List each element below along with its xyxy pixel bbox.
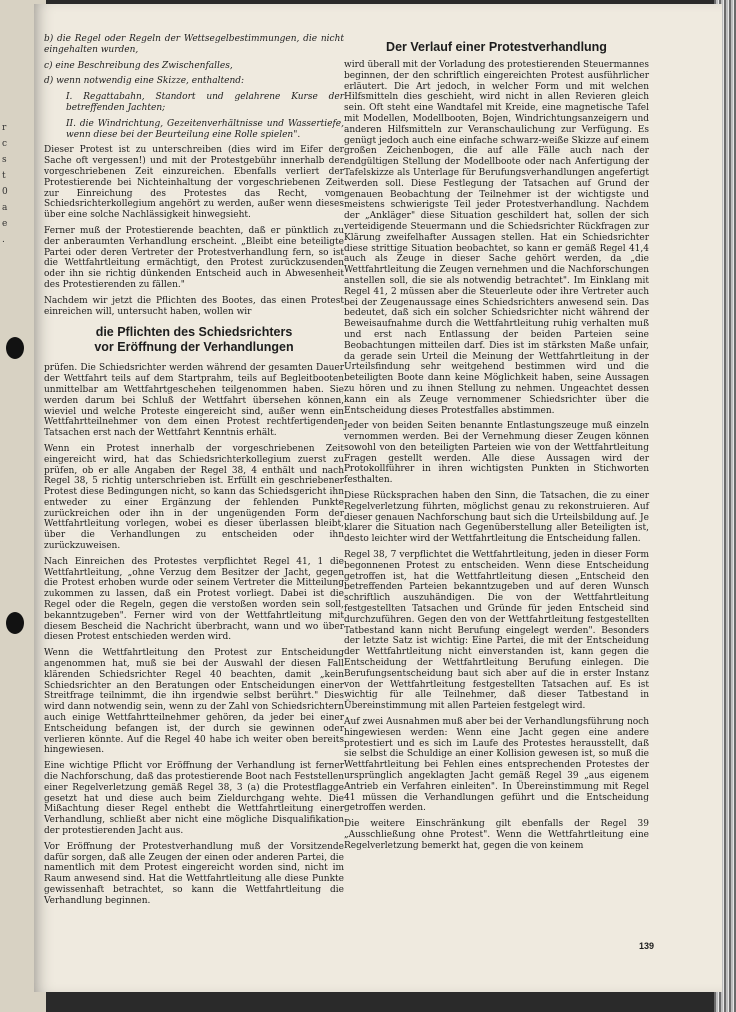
paragraph: Auf zwei Ausnahmen muß aber bei der Verhandlungsführung noch hingewiesen werden: Wenn eine Jacht gegen eine andere protestiert und es sich im Laufe des Protestes herausstellt, daß sie selbst die Schuldige an einer Kollision gewesen ist, so muß die Wettfahrtleitung bei Fehlen eines entsprechenden Protestes der ursprünglich angeklagten Jacht gemäß Regel 39 „aus eigenem Antrieb ein Verfahren einleiten". In Übereinstimmung mit Regel 41 müssen die Verhandlungen geführt und die Entscheidung getroffen werden. [344, 717, 649, 814]
facing-page-letters: r c s t 0 a e . [2, 123, 8, 245]
punch-hole-upper [6, 337, 24, 359]
paragraph: Wenn die Wettfahrtleitung den Protest zur Entscheidung angenommen hat, muß sie bei der Auswahl der diesen Fall klärenden Schiedsrichter Regel 40 beachten, damit „kein Schiedsrichter an den Beratungen oder Entscheidungen einer Streitfrage teilnimmt, die ihn irgendwie selbst berührt." Dies wird dann notwendig sein, wenn zu der Zahl von Schiedsrichtern auch einige Wettfahrtteilnehmer gehören, da jeder bei einer Entscheidung befangen ist, der durch sie gewinnen oder verlieren könnte. Auf die Regel 40 habe ich weiter oben bereits hingewiesen. [44, 648, 344, 756]
paragraph: Jeder von beiden Seiten benannte Entlastungszeuge muß einzeln vernommen werden. Bei der Vernehmung dieser Zeugen können sowohl von den beteiligten Parteien wie von der Wettfahrtleitung Fragen gestellt werden. Alle diese Aussagen wird der Protokollführer in ihren wichtigsten Punkten in Stichworten festhalten. [344, 421, 649, 486]
paragraph: Wenn ein Protest innerhalb der vorgeschriebenen Zeit eingereicht wird, hat das Schiedsrichterkollegium zuerst zu prüfen, ob er alle Angaben der Regel 38, 4 enthält und nach Regel 38, 5 richtig unterschrieben ist. Erfüllt ein geschriebener Protest diese Bedingungen nicht, so kann das Schiedsgericht ihn entweder zu einer Ergänzung der fehlenden Punkte zurückreichen oder ihn in der ungenügenden Form der Wettfahrtleitung vorlegen, wobei es dieser überlassen bleibt, über die Verhandlungen zu entscheiden oder ihn zurückzuweisen. [44, 443, 344, 552]
list-subitem-2: II. die Windrichtung, Gezeitenverhältnisse und Wassertiefe, wenn diese bei der Beurteilung eine Rolle spielen". [66, 118, 344, 140]
list-subitem-1: I. Regattabahn, Standort und gelahrene Kurse der betreffenden Jachten; [66, 92, 344, 113]
paragraph: wird überall mit der Vorladung des protestierenden Steuermannes beginnen, der den schriftlich eingereichten Protest ausführlicher erläutert. Die Art jedoch, in welcher Form und mit welchen Hilfsmitteln dies geschieht, wird nicht in allen Revieren gleich sein. Oft steht eine Wandtafel mit Kreide, eine magnetische Tafel mit Modellen, Modellbooten, Bojen, Windrichtungsanzeigern und anderen Hilfsmitteln zur Veranschaulichung zur Verfügung. Es genügt jedoch auch eine einfache schwarz-weiße Skizze auf einem großen Zeichenbogen, die auf alle Fälle auch nach der endgültigen Stellung der Modellboote oder nach Anfertigung der Tafelskizze als Unterlage für Berufungsverhandlungen angefertigt werden soll. Diese Festlegung der Tatsachen auf Grund der genauen Beobachtung der Teilnehmer ist der wichtigste und meistens schwierigste Teil jeder Protestverhandlung. Nachdem der „Ankläger" diese Situation geschildert hat, sollen der sich verteidigende Steuermann und die Schiedsrichter Rückfragen zur Klärung zweifelhafter Aussagen stellen. Hat ein Schiedsrichter diese strittige Situation beobachtet, so kann er gemäß Regel 41,4 auch als Zeuge in dieser Sache gehört werden, da „die Wettfahrtleitung die Zeugen vernehmen und die Nachforschungen anstellen soll, die sie als notwendig betrachtet". Im Einklang mit Regel 41, 2 müssen aber die Steuerleute oder ihre Vertreter auch bei der Zeugenaussage eines Schiedsrichters anwesend sein. Das bedeutet, daß sich ein solcher Schiedsrichter nicht während der Beweisaufnahme durch die Wettfahrtleitung ruhig verhalten muß und erst nach Entlassung der beiden Parteien seine Beobachtungen mitteilen darf. Dies ist im stärksten Maße unfair, da gerade sein Urteil die Meinung der Wettfahrtleitung in der Urteilsfindung sehr weitgehend bestimmen wird und die beteiligten Boote dann keine Möglichkeit haben, seine Aussagen zu hören und zu ihnen Stellung zu nehmen. Ungeachtet dessen kann ein als Zeuge vernommener Schiedsrichter über die Entscheidung dieses Protestfalles abstimmen. [344, 60, 650, 416]
paragraph: prüfen. Die Schiedsrichter werden während der gesamten Dauer der Wettfahrt teils auf dem Startprahm, teils auf Begleitbooten unmittelbar am Wettfahrtgeschehen teilgenommen haben. Sie werden darum bei Schluß der Wettfahrt übersehen können, wieviel und welche Proteste eingereicht sind, außer wenn ein Wettfahrtteilnehmer von dem einen Protest rechtfertigenden Tatsachen erst nach der Wettfahrt Kenntnis erhält. [44, 363, 344, 439]
paragraph: Nach Einreichen des Protestes verpflichtet Regel 41, 1 die Wettfahrtleitung, „ohne Verzug dem Besitzer der Jacht, gegen die Protest erhoben wurde oder seinem Vertreter die Mitteilung zukommen zu lassen, daß ein Protest vorliegt. Dabei ist die Regel oder die Regeln, gegen die verstoßen worden sein soll, bekanntzugeben". Ferner wird von der Wettfahrtleitung mit diesem Bescheid die Nachricht überbracht, wann und wo über diesen Protest entschieden werden wird. [44, 556, 344, 643]
book-page [34, 4, 722, 992]
paragraph: Eine wichtige Pflicht vor Eröffnung der Verhandlung ist ferner die Nachforschung, daß das protestierende Boot nach Feststellen einer Regelverletzung gemäß Regel 38, 3 (a) die Protestflagge gesetzt hat und diese auch beim Zieldurchgang wehte. Die Mißachtung dieser Regel enthebt die Wettfahrtleitung einer Verhandlung, schließt aber nicht eine mögliche Disqualifikation der protestierenden Jacht aus. [44, 761, 344, 836]
paragraph: Diese Rücksprachen haben den Sinn, die Tatsachen, die zu einer Regelverletzung führten, möglichst genau zu rekonstruieren. Auf dieser genauen Nachforschung baut sich die Urteilsbildung auf. Je klarer die Situation nach Gegenüberstellung aller Beteiligten ist, desto leichter wird der Wettfahrtleitung die Entscheidung fallen. [344, 491, 649, 545]
list-item-c: c) eine Beschreibung des Zwischenfalles, [44, 60, 233, 71]
paragraph: Regel 38, 7 verpflichtet die Wettfahrtleitung, jeden in dieser Form begonnenen Protest zu entscheiden. Wenn diese Entscheidung getroffen ist, hat die Wettfahrtleitung diesen „Entscheid den betreffenden Parteien bekanntzugeben und auf deren Wunsch schriftlich auszuhändigen. Die von der Wettfahrtleitung festgestellten Tatsachen und Gründe für jeden Entscheid sind durchzuführen. Gegen den von der Wettfahrtleitung festgestellten Tatbestand kann nicht Berufung eingelegt werden". Besonders der letzte Satz ist wichtig: Eine Partei, die mit der Entscheidung der Wettfahrtleitung nicht einverstanden ist, kann gegen die Entscheidung der Wettfahrtleitung Berufung einlegen. Die Berufungsentscheidung baut sich aber auf die in erster Instanz von der Wettfahrtleitung festgestellten Tatsachen auf. Es ist wichtig für alle Teilnehmer, daß dieser Tatbestand in Übereinstimmung mit allen Parteien festgelegt wird. [344, 550, 649, 712]
page-title: Der Verlauf einer Protestverhandlung [386, 40, 607, 54]
page-number: 139 [639, 941, 655, 951]
section-heading-line-1: die Pflichten des Schiedsrichters [95, 325, 293, 340]
list-item-d: d) wenn notwendig eine Skizze, enthaltend: [44, 76, 245, 87]
paragraph: Ferner muß der Protestierende beachten, daß er pünktlich zu der anberaumten Verhandlung erscheint. „Bleibt eine beteiligte Partei oder deren Vertreter der Protestverhandlung fern, so ist die Wettfahrtleitung ermächtigt, den Protest zurückzusenden oder ihn sie richtig dünkenden Entscheid auch in Abwesenheit des Protestierenden zu fällen." [44, 225, 344, 290]
section-heading [44, 325, 344, 355]
right-column [344, 60, 649, 857]
paragraph: Die weitere Einschränkung gilt ebenfalls der Regel 39 „Ausschließung ohne Protest". Wenn die Wettfahrtleitung eine Regelverletzung bemerkt hat, gegen die von keinem [344, 819, 649, 851]
list-item-b: b) die Regel oder Regeln der Wettsegelbestimmungen, die nicht eingehalten wurden, [44, 34, 344, 55]
section-heading-line-2: vor Eröffnung der Verhandlungen [94, 340, 294, 355]
paragraph: Nachdem wir jetzt die Pflichten des Bootes, das einen Protest einreichen will, untersucht haben, wollen wir [44, 295, 344, 317]
paragraph: Dieser Protest ist zu unterschreiben (dies wird im Eifer der Sache oft vergessen!) und mit der Protestgebühr innerhalb der vorgeschriebenen Zeit einzureichen. Ebenfalls verliert der Protestierende bei Nichteinhaltung der vorgeschriebenen Zeit zur Einreichung des Protestes das Recht, vom Schiedsrichterkollegium angehört zu werden, außer wenn dieses über eine solche Nachlässigkeit hinwegsieht. [44, 145, 344, 221]
left-column [44, 34, 344, 912]
punch-hole-lower [6, 612, 24, 634]
paragraph: Vor Eröffnung der Protestverhandlung muß der Vorsitzende dafür sorgen, daß alle Zeugen der einen oder anderen Partei, die namentlich mit dem Protest eingereicht worden sind, nicht im Raum anwesend sind. Hat die Wettfahrtleitung alle diese Punkte gewissenhaft betrachtet, so kann die Wettfahrtleitung die Verhandlung beginnen. [44, 841, 344, 906]
